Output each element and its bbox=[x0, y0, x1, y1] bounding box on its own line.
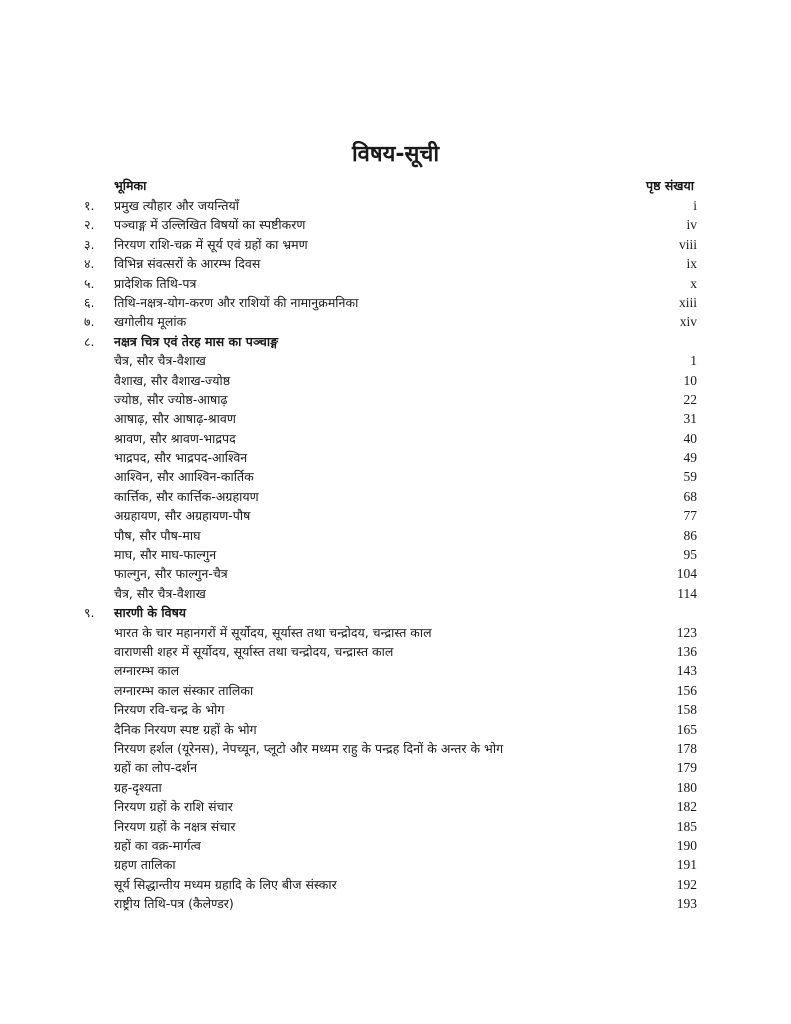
toc-entry-title: विभिन्न संवत्सरों के आरम्भ दिवस bbox=[114, 256, 261, 272]
toc-page-number: 180 bbox=[676, 779, 697, 795]
toc-entry-title: सारणी के विषय bbox=[114, 605, 187, 621]
toc-page-number: x bbox=[690, 275, 697, 291]
toc-page-number: 77 bbox=[683, 508, 697, 524]
toc-page-number: 40 bbox=[683, 430, 697, 446]
toc-row bbox=[84, 351, 697, 370]
toc-entry-title: ज्योष्ठ, सौर ज्योष्ठ-आषाढ़ bbox=[114, 391, 228, 407]
toc-row bbox=[84, 623, 697, 642]
toc-entry-title: राष्ट्रीय तिथि-पत्र (कैलेण्डर) bbox=[114, 896, 234, 912]
toc-row bbox=[84, 564, 697, 583]
toc-page-number: 68 bbox=[683, 488, 697, 504]
toc-row bbox=[84, 293, 697, 312]
toc-row bbox=[84, 661, 697, 680]
toc-page-number: 179 bbox=[676, 760, 697, 776]
toc-entry-title: निरयण रवि-चन्द्र के भोग bbox=[114, 702, 225, 718]
toc-page-number: iv bbox=[686, 217, 697, 233]
toc-row bbox=[84, 681, 697, 700]
toc-page-number: 59 bbox=[683, 469, 697, 485]
toc-page-number: xiv bbox=[679, 314, 697, 330]
toc-entry-title: पौष, सौर पौष-माघ bbox=[114, 527, 201, 543]
toc-row bbox=[84, 642, 697, 661]
toc-entry-title: कार्त्तिक, सौर कार्त्तिक-अग्रहायण bbox=[114, 488, 259, 504]
toc-entry-title: प्रादेशिक तिथि-पत्र bbox=[114, 275, 197, 291]
toc-entry-title: चैत्र, सौर चैत्र-वैशाख bbox=[114, 353, 206, 369]
toc-row bbox=[84, 584, 697, 603]
toc-entry-number: ९. bbox=[84, 605, 95, 621]
toc-page-number: 136 bbox=[676, 643, 697, 659]
toc-page-number: 158 bbox=[676, 702, 697, 718]
toc-section-row bbox=[84, 332, 697, 351]
toc-page-number: 191 bbox=[676, 857, 697, 873]
toc-page-number: 49 bbox=[683, 450, 697, 466]
toc-entry-title: चैत्र, सौर चैत्र-वैशाख bbox=[114, 585, 206, 601]
toc-row bbox=[84, 778, 697, 797]
toc-page-number: 185 bbox=[676, 818, 697, 834]
toc-page-number: 123 bbox=[676, 624, 697, 640]
toc-entry-title: फाल्गुन, सौर फाल्गुन-चैत्र bbox=[114, 566, 228, 582]
toc-row bbox=[84, 836, 697, 855]
toc-entry-number: २. bbox=[84, 217, 95, 233]
toc-row bbox=[84, 429, 697, 448]
toc-row bbox=[84, 875, 697, 894]
toc-row bbox=[84, 855, 697, 874]
toc-row bbox=[84, 506, 697, 525]
toc-entry-title: ग्रहण तालिका bbox=[114, 857, 176, 873]
toc-entry-title: निरयण ग्रहों के राशि संचार bbox=[114, 799, 233, 815]
toc-entry-title: माघ, सौर माघ-फाल्गुन bbox=[114, 547, 217, 563]
toc-entry-title: खगोलीय मूलांक bbox=[114, 314, 187, 330]
toc-entry-title: प्रमुख त्यौहार और जयन्तियाँ bbox=[114, 198, 239, 213]
toc-entry-number: १. bbox=[84, 198, 95, 213]
table-of-contents bbox=[84, 196, 697, 913]
toc-row bbox=[84, 817, 697, 836]
toc-entry-title: वाराणसी शहर में सूर्योदय, सूर्यास्त तथा चन्द्रोदय, चन्द्रास्त काल bbox=[114, 643, 394, 659]
toc-row bbox=[84, 467, 697, 486]
toc-row bbox=[84, 700, 697, 719]
toc-row bbox=[84, 371, 697, 390]
toc-page-number: xiii bbox=[678, 294, 697, 310]
toc-page-number: 178 bbox=[676, 740, 697, 756]
toc-row bbox=[84, 312, 697, 331]
header-right-label: पृष्ठ संखया bbox=[646, 178, 694, 193]
toc-page-number: 95 bbox=[683, 547, 697, 563]
toc-entry-title: लग्नारम्भ काल bbox=[114, 663, 180, 679]
toc-page-number: 156 bbox=[676, 682, 697, 698]
toc-row bbox=[84, 894, 697, 913]
toc-page-number: 10 bbox=[683, 372, 697, 388]
toc-page-number: 104 bbox=[676, 566, 697, 582]
page-title: विषय-सूची bbox=[351, 142, 440, 167]
toc-entry-title: निरयण ग्रहों के नक्षत्र संचार bbox=[114, 818, 236, 834]
toc-page-number: 86 bbox=[683, 527, 697, 543]
toc-entry-title: आश्विन, सौर आाश्विन-कार्तिक bbox=[114, 469, 254, 485]
toc-row bbox=[84, 254, 697, 273]
toc-page-number: 143 bbox=[676, 663, 697, 679]
toc-row bbox=[84, 235, 697, 254]
toc-page-number: 192 bbox=[676, 876, 697, 892]
toc-entry-number: ८. bbox=[84, 333, 95, 349]
toc-entry-title: दैनिक निरयण स्पष्ट ग्रहों के भोग bbox=[114, 721, 257, 737]
toc-entry-title: लग्नारम्भ काल संस्कार तालिका bbox=[114, 682, 254, 698]
toc-page-number: 193 bbox=[676, 896, 697, 912]
toc-page-number: 31 bbox=[683, 411, 697, 427]
toc-section-row bbox=[84, 603, 697, 622]
toc-page-number: ix bbox=[686, 256, 697, 272]
toc-row bbox=[84, 720, 697, 739]
toc-page-number: 114 bbox=[677, 585, 697, 601]
toc-row bbox=[84, 409, 697, 428]
toc-entry-title: तिथि-नक्षत्र-योग-करण और राशियों की नामानुक्रमनिका bbox=[114, 294, 359, 310]
toc-row bbox=[84, 448, 697, 467]
toc-entry-title: पञ्चाङ्ग में उल्लिखित विषयों का स्पष्टीकरण bbox=[114, 217, 306, 233]
toc-entry-number: ६. bbox=[84, 294, 95, 310]
toc-entry-title: ग्रहों का लोप-दर्शन bbox=[114, 760, 198, 776]
toc-entry-title: आषाढ़, सौर आषाढ़-श्रावण bbox=[114, 411, 236, 427]
toc-entry-title: भारत के चार महानगरों में सूर्योदय, सूर्यास्त तथा चन्द्रोदय, चन्द्रास्त काल bbox=[114, 624, 432, 640]
toc-entry-title: भाद्रपद, सौर भाद्रपद-आश्विन bbox=[114, 450, 248, 466]
toc-entry-title: निरयण राशि-चक्र में सूर्य एवं ग्रहों का भ्रमण bbox=[114, 236, 308, 252]
toc-row bbox=[84, 390, 697, 409]
toc-entry-title: नक्षत्र चित्र एवं तेरह मास का पञ्चाङ्ग bbox=[114, 333, 278, 349]
toc-page-number: 190 bbox=[676, 837, 697, 853]
toc-page-number: i bbox=[693, 198, 697, 213]
toc-row bbox=[84, 545, 697, 564]
toc-entry-number: ७. bbox=[84, 314, 95, 330]
toc-entry-title: निरयण हर्शल (यूरेनस), नेपच्यून, प्लूटो और मध्यम राहु के पन्द्रह दिनों के अन्तर के भोग bbox=[114, 740, 504, 756]
toc-row bbox=[84, 274, 697, 293]
toc-row bbox=[84, 526, 697, 545]
toc-page-number: 1 bbox=[690, 353, 697, 369]
toc-entry-title: ग्रहों का वक्र-मार्गत्व bbox=[114, 837, 201, 853]
toc-entry-title: श्रावण, सौर श्रावण-भाद्रपद bbox=[114, 430, 236, 446]
toc-page-number: 22 bbox=[683, 391, 697, 407]
toc-entry-title: ग्रह-दृश्यता bbox=[114, 779, 162, 795]
toc-entry-title: अग्रहायण, सौर अग्रहायण-पौष bbox=[114, 508, 251, 524]
toc-row bbox=[84, 487, 697, 506]
toc-entry-number: ३. bbox=[84, 236, 95, 252]
toc-page-number: 165 bbox=[676, 721, 697, 737]
toc-row bbox=[84, 797, 697, 816]
header-left-label: भूमिका bbox=[114, 178, 147, 193]
toc-row bbox=[84, 196, 697, 215]
toc-entry-number: ४. bbox=[84, 256, 95, 272]
toc-row bbox=[84, 215, 697, 234]
toc-row bbox=[84, 739, 697, 758]
toc-entry-number: ५. bbox=[84, 275, 95, 291]
toc-page-number: 182 bbox=[676, 799, 697, 815]
toc-page-number: viii bbox=[678, 236, 697, 252]
toc-entry-title: सूर्य सिद्धान्तीय मध्यम ग्रहादि के लिए बीज संस्कार bbox=[114, 876, 337, 892]
toc-row bbox=[84, 758, 697, 777]
toc-entry-title: वैशाख, सौर वैशाख-ज्योष्ठ bbox=[114, 372, 231, 388]
